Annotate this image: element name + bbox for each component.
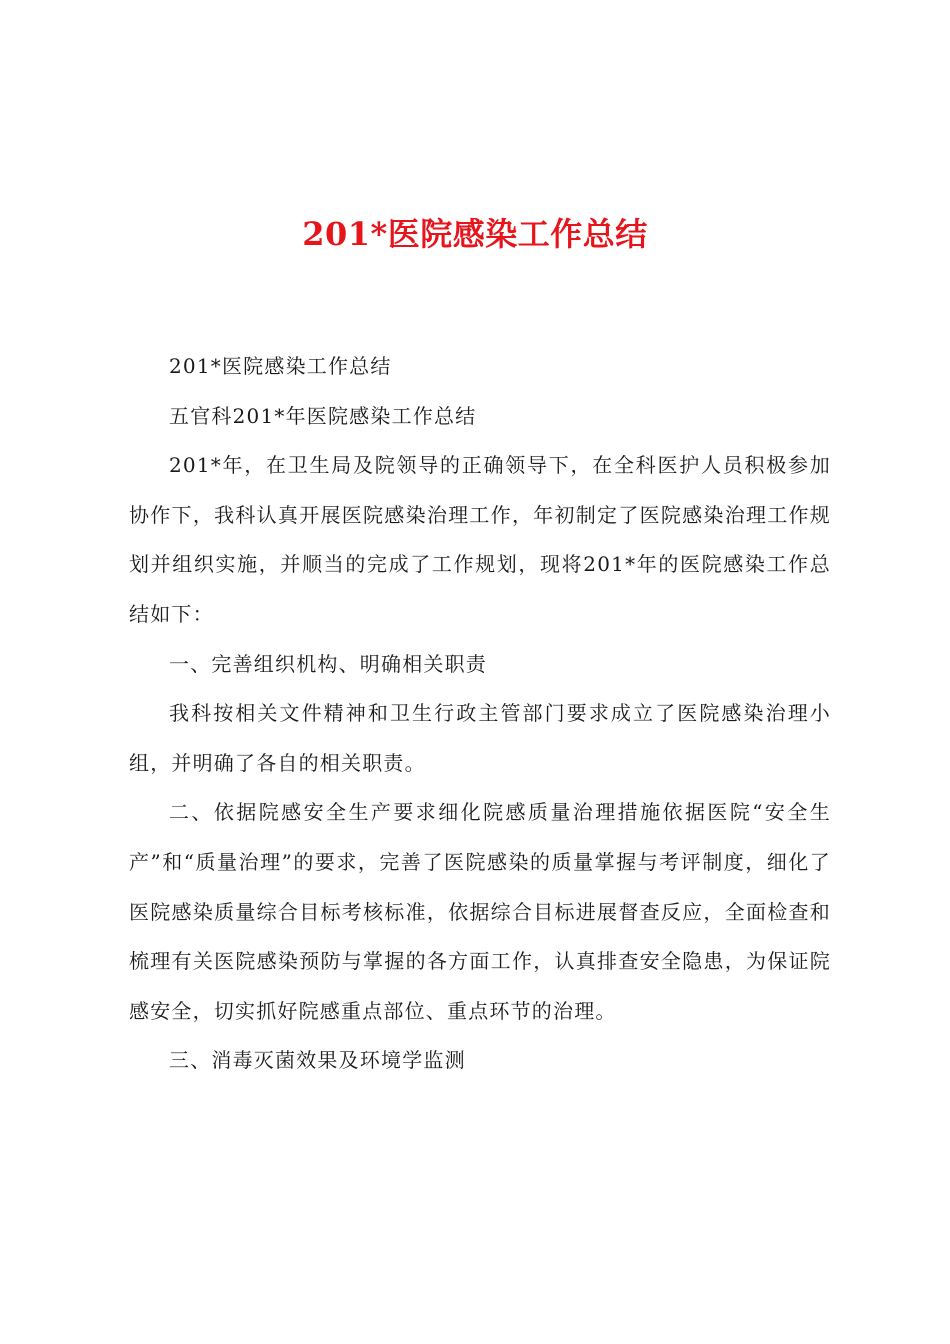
document-title: 201*医院感染工作总结	[302, 215, 648, 253]
section-heading-3: 三、消毒灭菌效果及环境学监测	[169, 1048, 466, 1073]
document-body	[129, 342, 831, 1086]
paragraph-subtitle: 201*医院感染工作总结	[169, 354, 392, 378]
paragraph-introduction: 201*年，在卫生局及院领导的正确领导下，在全科医护人员积极参加协作下，我科认真开展医院感染治理工作，年初制定了医院感染治理工作规划并组织实施，并顺当的完成了工作规划，现将201*年的医院感染工作总结如下：	[129, 453, 831, 626]
paragraph-section-2: 二、依据院感安全生产要求细化院感质量治理措施依据医院“安全生产”和“质量治理”的要求，完善了医院感染的质量掌握与考评制度，细化了医院感染质量综合目标考核标准，依据综合目标进展督查反应，全面检查和梳理有关医院感染预防与掌握的各方面工作，认真排查安全隐患，为保证院感安全，切实抓好院感重点部位、重点环节的治理。	[129, 800, 831, 1023]
section-heading-1: 一、完善组织机构、明确相关职责	[169, 651, 487, 676]
paragraph-section-1: 我科按相关文件精神和卫生行政主管部门要求成立了医院感染治理小组，并明确了各自的相关职责。	[129, 701, 831, 775]
paragraph-department-heading: 五官科201*年医院感染工作总结	[169, 403, 477, 428]
